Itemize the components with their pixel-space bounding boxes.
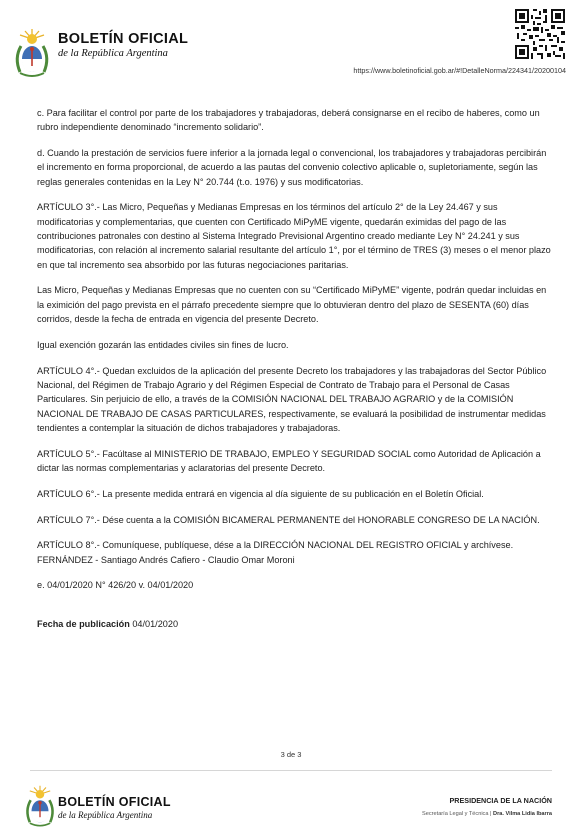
publication-date-label: Fecha de publicación [37, 618, 130, 629]
presidency-label: PRESIDENCIA DE LA NACIÓN [449, 796, 552, 805]
publication-date-value: 04/01/2020 [132, 618, 179, 629]
paragraph: ARTÍCULO 8°.- Comuníquese, publíquese, dése a la DIRECCIÓN NACIONAL DEL REGISTRO OFICIAL y archívese. FERNÁNDEZ - Santiago Andrés Cafiero - Claudio Omar Moroni [37, 540, 514, 565]
director-name: Dra. Vilma Lidia Ibarra [493, 811, 552, 817]
paragraph: Igual exención gozarán las entidades civiles sin fines de lucro. [37, 339, 289, 350]
paragraph: ARTÍCULO 6°.- La presente medida entrará en vigencia al día siguiente de su publicación en el Boletín Oficial. [37, 488, 484, 499]
paragraph: ARTÍCULO 7°.- Dése cuenta a la COMISIÓN BICAMERAL PERMANENTE del HONORABLE CONGRESO DE LA NACIÓN. [37, 514, 540, 525]
footer-brand-title: BOLETÍN OFICIAL [58, 795, 171, 809]
brand-title: BOLETÍN OFICIAL [58, 31, 189, 47]
footer-divider [30, 770, 552, 771]
brand-subtitle: de la República Argentina [58, 48, 168, 59]
paragraph: ARTÍCULO 3°.- Las Micro, Pequeñas y Medianas Empresas en los términos del artículo 2° de la Ley 24.467 y sus modificatorias y complementarias, que cuenten con Certificado MiPyME vigente, quedarán eximidas del pago de las contribuciones patronales con destino al Sistema Integrado Previsional Argentino creado mediante Ley N° 24.241 y sus modificatorias, con relación al incremento salarial resultante del artículo 1°, por el término de TRES (3) meses o el menor plazo en que tal incremento sea absorbido por las futuras negociaciones paritarias. [37, 202, 551, 270]
paragraph: c. Para facilitar el control por parte de los trabajadores y trabajadoras, deberá consignarse en el recibo de haberes, como un rubro independiente denominado “incremento solidario”. [37, 108, 540, 133]
document-body [37, 106, 552, 643]
paragraph: e. 04/01/2020 N° 426/20 v. 04/01/2020 [37, 580, 194, 591]
secretaria-separator: | [488, 811, 494, 817]
paragraph: ARTÍCULO 5°.- Facúltase al MINISTERIO DE TRABAJO, EMPLEO Y SEGURIDAD SOCIAL como Autoridad de Aplicación a dictar las normas complementarias y aclaratorias del presente Decreto. [37, 448, 541, 473]
argentina-coat-of-arms-icon [12, 28, 52, 80]
document-url[interactable]: https://www.boletinoficial.gob.ar/#!DetalleNorma/224341/20200104 [353, 66, 566, 75]
paragraph: Las Micro, Pequeñas y Medianas Empresas que no cuenten con su “Certificado MiPyME” vigente, podrán quedar incluidas en la eximición del pago prevista en el párrafo precedente siempre que lo obtuvieran dentro del plazo de SESENTA (60) días corridos, desde la fecha de entrada en vigencia del presente Decreto. [37, 285, 547, 325]
paragraph: ARTÍCULO 4°.- Quedan excluidos de la aplicación del presente Decreto los trabajadores y las trabajadoras del Sector Público Nacional, del Régimen de Trabajo Agrario y del Régimen Especial de Contrato de Trabajo para el Personal de Casas Particulares. Sin perjuicio de ello, a través de la COMISIÓN NACIONAL DEL TRABAJO AGRARIO y de la COMISIÓN NACIONAL DE TRABAJO DE CASAS PARTICULARES, respectivamente, se evaluará la posibilidad de instrumentar medidas tendientes a contemplar la situación de dichos trabajadores y trabajadoras. [37, 365, 547, 433]
qr-code-icon [515, 9, 565, 59]
secretaria-line [422, 811, 552, 817]
page-number: 3 de 3 [280, 750, 302, 759]
publication-date [37, 617, 552, 631]
paragraph: d. Cuando la prestación de servicios fuere inferior a la jornada legal o convencional, los trabajadores y trabajadoras percibirán el incremento en forma proporcional, de acuerdo a las pautas del convenio colectivo aplicable o, supletoriamente, según las reglas generales contenidas en la Ley N° 20.744 (t.o. 1976) y sus modificatorias. [37, 148, 547, 187]
footer-brand-subtitle: de la República Argentina [58, 810, 153, 820]
document-header [0, 0, 582, 80]
secretaria-name: Secretaría Legal y Técnica [422, 811, 489, 817]
argentina-coat-of-arms-icon [23, 784, 57, 830]
